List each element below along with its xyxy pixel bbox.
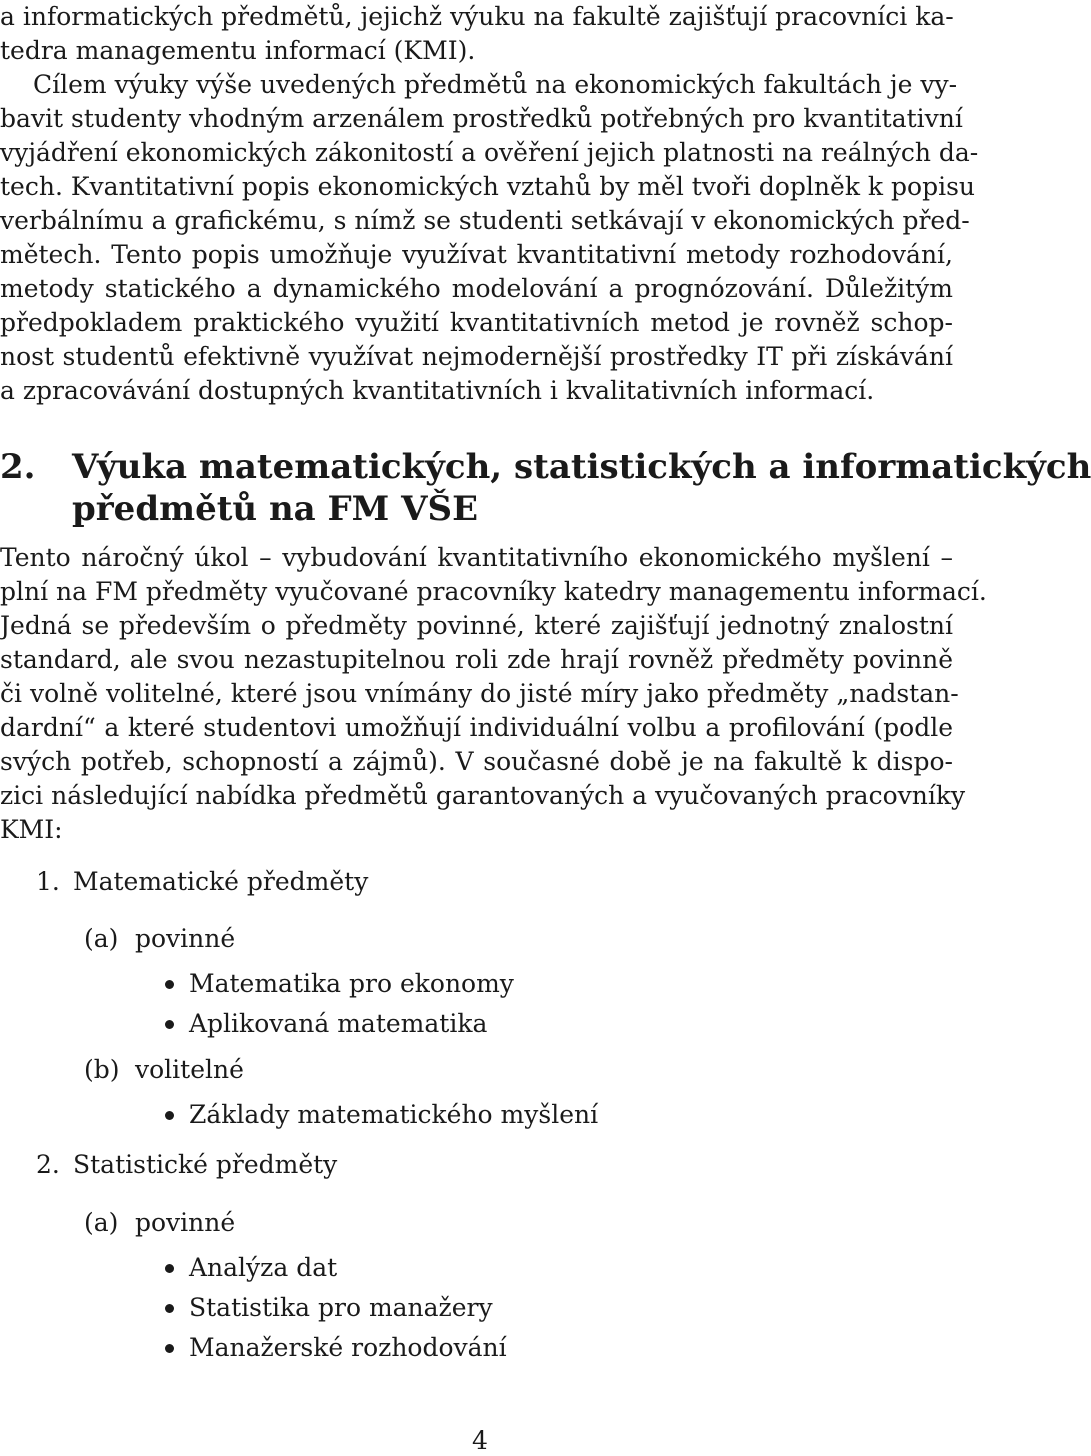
- section-title-line2: předmětů na FM VŠE: [72, 489, 479, 529]
- bullet-item: Statistika pro manažery: [189, 1293, 493, 1322]
- text-line: zici následující nabídka předmětů garantovaných a vyučovaných pracovníky: [0, 781, 966, 810]
- text-line: předpokladem praktického využití kvantitativních metod je rovněž schop-: [0, 308, 953, 337]
- sublist-label: povinné: [135, 1208, 236, 1237]
- sublist-tag: (a): [84, 924, 119, 953]
- section-title-line1: Výuka matematických, statistických a informatických: [72, 447, 1091, 487]
- text-line: metody statického a dynamického modelování a prognózování. Důležitým: [0, 274, 953, 303]
- text-line: Cílem výuky výše uvedených předmětů na ekonomických fakultách je vy-: [33, 70, 958, 99]
- text-line: a informatických předmětů, jejichž výuku na fakultě zajišťují pracovníci ka-: [0, 2, 954, 31]
- bullet-item: Základy matematického myšlení: [189, 1100, 599, 1129]
- sublist-tag: (b): [84, 1055, 120, 1084]
- bullet-item: Matematika pro ekonomy: [189, 969, 514, 998]
- text-line: tedra managementu informací (KMI).: [0, 36, 476, 65]
- text-line: verbálnímu a grafickému, s nímž se studenti setkávají v ekonomických před-: [0, 206, 970, 235]
- bullet-icon: [165, 980, 174, 989]
- bullet-item: Analýza dat: [189, 1253, 338, 1282]
- text-line: KMI:: [0, 815, 63, 844]
- bullet-item: Manažerské rozhodování: [189, 1333, 507, 1362]
- text-line: a zpracovávání dostupných kvantitativních i kvalitativních informací.: [0, 376, 875, 405]
- bullet-icon: [165, 1111, 174, 1120]
- bullet-icon: [165, 1304, 174, 1313]
- text-line: dardní“ a které studentovi umožňují individuální volbu a profilování (podle: [0, 713, 953, 742]
- text-line: Tento náročný úkol – vybudování kvantitativního ekonomického myšlení –: [0, 543, 953, 572]
- bullet-item: Aplikovaná matematika: [189, 1009, 488, 1038]
- text-line: mětech. Tento popis umožňuje využívat kvantitativní metody rozhodování,: [0, 240, 953, 269]
- bullet-icon: [165, 1264, 174, 1273]
- section-number: 2.: [0, 447, 36, 487]
- list-number: 1.: [36, 867, 60, 896]
- text-line: standard, ale svou nezastupitelnou roli zde hrají rovněž předměty povinně: [0, 645, 953, 674]
- text-line: plní na FM předměty vyučované pracovníky katedry managementu informací.: [0, 577, 987, 606]
- bullet-icon: [165, 1020, 174, 1029]
- text-line: bavit studenty vhodným arzenálem prostředků potřebných pro kvantitativní: [0, 104, 963, 133]
- text-line: nost studentů efektivně využívat nejmodernější prostředky IT při získávání: [0, 342, 953, 371]
- list-item-label: Matematické předměty: [73, 867, 369, 896]
- text-line: či volně volitelné, které jsou vnímány do jisté míry jako předměty „nadstan-: [0, 679, 959, 708]
- text-line: vyjádření ekonomických zákonitostí a ověření jejich platnosti na reálných da-: [0, 138, 979, 167]
- text-line: svých potřeb, schopností a zájmů). V současné době je na fakultě k dispo-: [0, 747, 953, 776]
- sublist-label: povinné: [135, 924, 236, 953]
- text-line: Jedná se především o předměty povinné, které zajišťují jednotný znalostní: [0, 611, 953, 640]
- bullet-icon: [165, 1344, 174, 1353]
- list-number: 2.: [36, 1150, 60, 1179]
- text-line: tech. Kvantitativní popis ekonomických vztahů by měl tvoři doplněk k popisu: [0, 172, 975, 201]
- sublist-tag: (a): [84, 1208, 119, 1237]
- sublist-label: volitelné: [135, 1055, 244, 1084]
- page-number: 4: [472, 1426, 488, 1455]
- list-item-label: Statistické předměty: [73, 1150, 338, 1179]
